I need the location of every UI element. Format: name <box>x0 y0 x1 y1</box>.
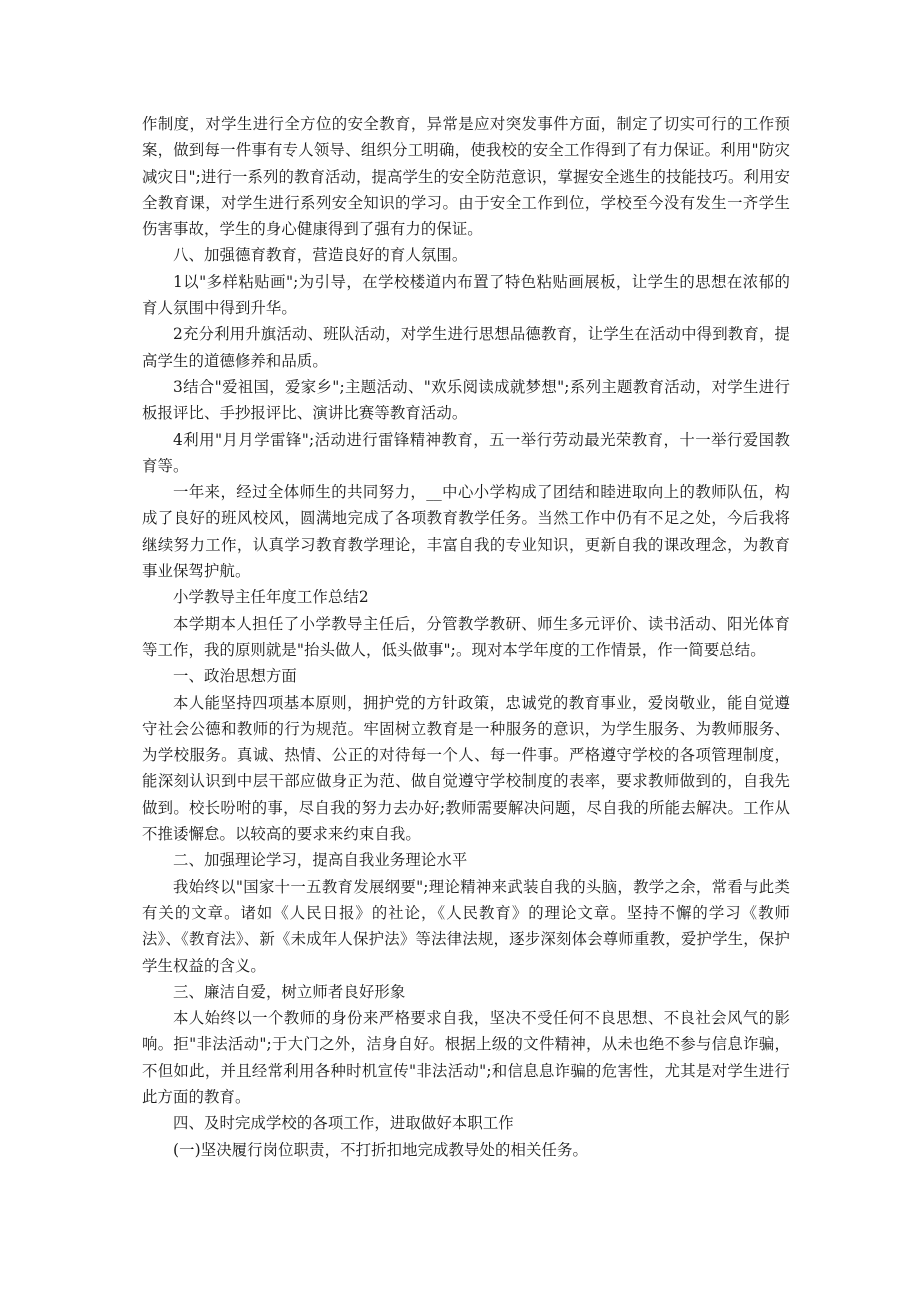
paragraph-duties-1: (一)坚决履行岗位职责，不打折扣地完成教导处的相关任务。 <box>173 1140 588 1159</box>
list-item-2: 2充分利用升旗活动、班队活动，对学生进行思想品德教育，让学生在活动中得到教育，提高学生的道德修养和品质。 <box>142 325 790 370</box>
list-item-1: 1以"多样粘贴画";为引导，在学校楼道内布置了特色粘贴画展板，让学生的思想在浓郁的育人氛围中得到升华。 <box>142 272 790 318</box>
section-heading-duties: 四、及时完成学校的各项工作，进取做好本职工作 <box>173 1114 514 1133</box>
paragraph-intro: 本学期本人担任了小学教导主任后，分管教学教研、师生多元评价、读书活动、阳光体育等工作，我的原则就是"抬头做人，低头做事";。现对本学年度的工作情景，作一简要总结。 <box>142 614 790 659</box>
paragraph-safety-education: 作制度，对学生进行全方位的安全教育，异常是应对突发事件方面，制定了切实可行的工作预案，做到每一件事有专人领导、组织分工明确，使我校的安全工作得到了有力保证。利用"防灾减灾日";进行一系列的教育活动，提高学生的安全防范意识，掌握安全逃生的技能技巧。利用安全教育课，对学生进行系列安全知识的学习。由于安全工作到位，学校至今没有发生一齐学生伤害事故，学生的身心健康得到了强有力的保证。 <box>142 115 790 239</box>
section-heading-political: 一、政治思想方面 <box>173 667 297 686</box>
document-body <box>142 111 790 1163</box>
section-heading-integrity: 三、廉洁自爱，树立师者良好形象 <box>173 982 406 1001</box>
section-heading-theory: 二、加强理论学习，提高自我业务理论水平 <box>173 851 468 870</box>
document-subtitle: 小学教导主任年度工作总结2 <box>173 588 369 607</box>
section-heading-moral-education: 八、加强德育教育，营造良好的育人氛围。 <box>173 246 468 265</box>
paragraph-integrity: 本人始终以一个教师的身份来严格要求自我，坚决不受任何不良思想、不良社会风气的影响。拒"非法活动";于大门之外，洁身自好。根据上级的文件精神，从未也绝不参与信息诈骗，不但如此，并且经常利用各种时机宣传"非法活动";和信息息诈骗的危害性，尤其是对学生进行此方面的教育。 <box>142 1009 790 1106</box>
list-item-3: 3结合"爱祖国，爱家乡";主题活动、"欢乐阅读成就梦想";系列主题教育活动，对学生进行板报评比、手抄报评比、演讲比赛等教育活动。 <box>142 377 790 423</box>
paragraph-political: 本人能坚持四项基本原则，拥护党的方针政策，忠诚党的教育事业，爱岗敬业，能自觉遵守社会公德和教师的行为规范。牢固树立教育是一种服务的意识，为学生服务、为教师服务、为学校服务。真诚、热情、公正的对待每一个人、每一件事。严格遵守学校的各项管理制度，能深刻认识到中层干部应做身正为范、做自觉遵守学校制度的表率，要求教师做到的，自我先做到。校长吩咐的事，尽自我的努力去办好;教师需要解决问题，尽自我的所能去解决。工作从不推诿懈怠。以较高的要求来约束自我。 <box>142 693 790 844</box>
paragraph-theory: 我始终以"国家十一五教育发展纲要";理论精神来武装自我的头脑，教学之余，常看与此类有关的文章。诸如《人民日报》的社论，《人民教育》的理论文章。坚持不懈的学习《教师法》、《教育法》、新《未成年人保护法》等法律法规，逐步深刻体会尊师重教，爱护学生，保护学生权益的含义。 <box>142 877 790 975</box>
list-item-4: 4利用"月月学雷锋";活动进行雷锋精神教育，五一举行劳动最光荣教育，十一举行爱国教育等。 <box>142 430 790 475</box>
paragraph-year-summary: 一年来，经过全体师生的共同努力，__中心小学构成了团结和睦进取向上的教师队伍，构成了良好的班风校风，圆满地完成了各项教育教学任务。当然工作中仍有不足之处，今后我将继续努力工作，认真学习教育教学理论，丰富自我的专业知识，更新自我的课改理念，为教育事业保驾护航。 <box>142 483 790 581</box>
